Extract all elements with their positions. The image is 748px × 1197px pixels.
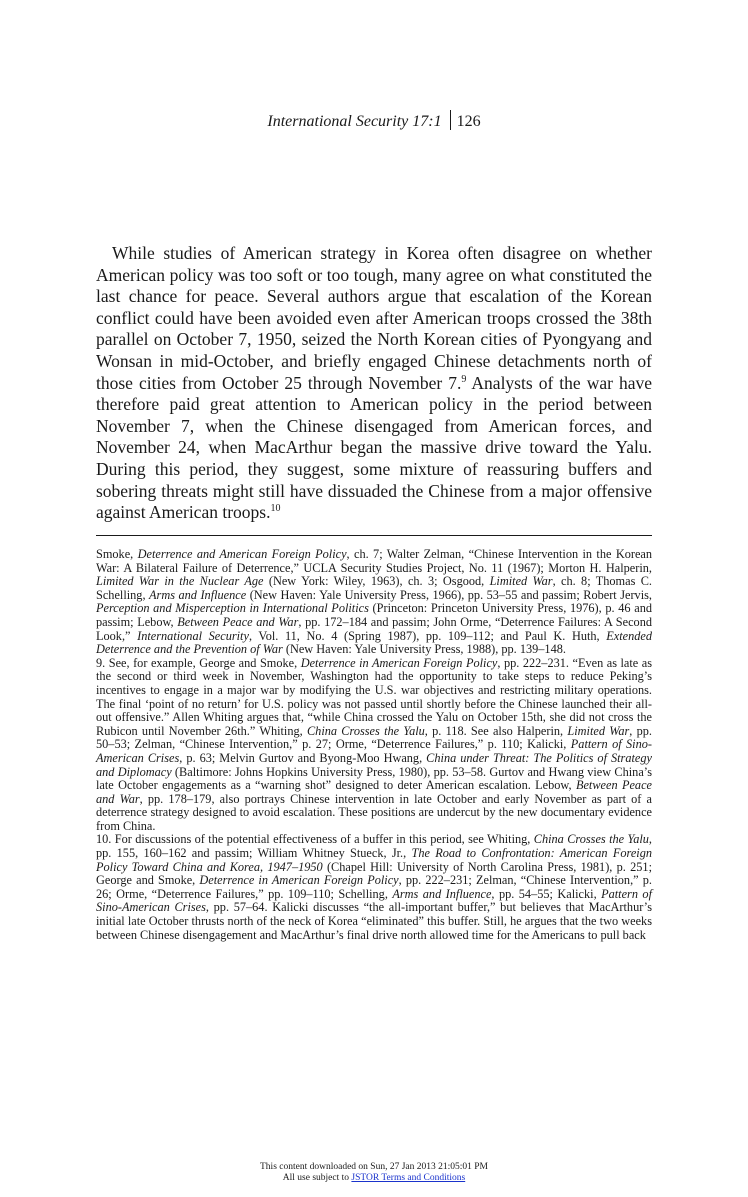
fn-text: , ch. 8; Thomas C. Schelling, [96,574,652,602]
fn-text: , pp. 178–179, also portrays Chinese intervention in late October and early November as part of a deterrence strategy designed to avoid escalation. These positions are undercut by the new documentary evidence from China. [96,791,652,833]
fn-text: , pp. 222–231; Zelman, “Chinese Intervention,” p. 26; Orme, “Deterrence Failures,” pp. 109–110; Schelling, [96,873,652,901]
paragraph-text-part1: While studies of American strategy in Korea often disagree on whether American policy was too soft or too tough, many agree on what constituted the last chance for peace. Several authors argue that escalation of the Korean conflict could have been avoided even after American troops crossed the 38th parallel on October 7, 1950, seized the North Korean cities of Pyongyang and Wonsan in mid-October, and briefly engaged Chinese detachments north of those cities from October 25 through November 7. [96,243,652,393]
download-footer [0,1162,748,1184]
fn-text: , pp. 57–64. Kalicki discusses “the all-important buffer,” but believes that MacArthur’s initial late October thrusts north of the neck of Korea “eliminated” this buffer. Still, he argues that the two weeks between Chinese disengagement and MacArthur’s final drive north allowed time for the Americans to pull back [96,900,652,942]
footnote-9 [96,657,652,834]
fn-title: China Crosses the Yalu [306,723,425,738]
fn-text: 10. For discussions of the potential effectiveness of a buffer in this period, see Whiting, [96,832,534,847]
fn-text: , Vol. 11, No. 4 (Spring 1987), pp. 109–112; and Paul K. Huth, [248,628,607,643]
footnote-ref-10[interactable]: 10 [270,503,281,515]
fn-text: , pp. 50–53; Zelman, “Chinese Intervention,” p. 27; Orme, “Deterrence Failures,” p. 110; Kalicki, [96,723,652,752]
fn-text: (Princeton: Princeton University Press, 1976), p. 46 and passim; Lebow, [96,601,652,629]
terms-prefix: All use subject to [282,1173,352,1183]
running-header [0,110,748,131]
journal-title: International Security 17:1 [267,113,442,130]
fn-title: International Security [137,628,249,643]
fn-title: China Crosses the Yalu [533,832,649,847]
fn-text: (Baltimore: Johns Hopkins University Press, 1980), pp. 53–58. Gurtov and Hwang view China’s late October engagements as a “warning shot” designed to deter American escalation. Lebow, [96,764,652,793]
fn-title: Perception and Misperception in International Politics [96,601,369,616]
fn-text: , pp. 222–231. “Even as late as the second or third week in November, Washington had the opportunity to take steps to reduce Peking’s incentives to engage in a major war by modifying the U.S. war objectives and restricting military operations. The final ‘point of no return’ for U.S. policy was not passed until shortly before the Chinese launched their all-out offensive.” Allen Whiting argues that, “while China crossed the Yalu on October 15th, she did not cross the Rubicon until November 26th.” Whiting, [96,655,653,738]
fn-text: Smoke, [96,547,138,561]
fn-title: Between Peace and War [177,614,299,629]
page-number: 126 [456,113,481,130]
terms-line [0,1173,748,1184]
main-paragraph [96,243,652,524]
fn-title: Limited War [489,574,553,589]
paragraph-text-part2: Analysts of the war have therefore paid great attention to American policy in the period between November 7, when the Chinese disengaged from American forces, and November 24, when MacArthur began the massive drive toward the Yalu. During this period, they suggest, some mixture of reassuring buffers and sobering threats might still have dissuaded the Chinese from a major offensive against American troops. [96,372,652,523]
fn-title: Limited War [567,723,630,738]
fn-title: Pattern of Sino-American Crises [96,737,652,765]
fn-title: China under Threat: The Politics of Strategy and Diplomacy [96,750,652,779]
fn-title: Deterrence in American Foreign Policy [300,655,498,670]
footnote-continuation [96,548,652,657]
fn-text: , pp. 54–55; Kalicki, [491,886,602,901]
footnote-rule [96,535,652,536]
fn-text: (New Haven: Yale University Press, 1966), pp. 53–55 and passim; Robert Jervis, [246,587,652,602]
fn-title: Arms and Influence [149,587,247,602]
header-separator [450,110,451,130]
fn-text: (New York: Wiley, 1963), ch. 3; Osgood, [263,574,490,589]
fn-text: 9. See, for example, George and Smoke, [96,655,301,670]
fn-title: Extended Deterrence and the Prevention of War [96,628,652,657]
fn-title: Limited War in the Nuclear Age [96,574,264,589]
fn-title: Arms and Influence [392,886,492,901]
fn-title: Deterrence and American Foreign Policy [137,547,347,561]
fn-text: , p. 63; Melvin Gurtov and Byong-Moo Hwang, [179,750,427,765]
fn-text: , ch. 7; Walter Zelman, “Chinese Intervention in the Korean War: A Bilateral Failure of Deterrence,” UCLA Security Studies Project, No. 11 (1967); Morton H. Halperin, [96,547,653,575]
fn-title: Deterrence in American Foreign Policy [199,873,399,888]
fn-title: Pattern of Sino-American Crises [96,886,652,915]
fn-text: (Chapel Hill: University of North Carolina Press, 1981), p. 251; George and Smoke, [96,859,652,888]
jstor-terms-link[interactable]: JSTOR Terms and Conditions [351,1173,466,1183]
fn-title: The Road to Confrontation: American Foreign Policy Toward China and Korea, 1947–1950 [96,846,652,874]
footnote-10 [96,833,652,942]
fn-text: (New Haven: Yale University Press, 1988), pp. 139–148. [282,642,566,657]
fn-text: , pp. 172–184 and passim; John Orme, “Deterrence Failures: A Second Look,” [96,614,652,643]
fn-text: , p. 118. See also Halperin, [424,723,568,738]
fn-title: Between Peace and War [96,778,652,806]
fn-text: , pp. 155, 160–162 and passim; William Whitney Stueck, Jr., [96,832,652,861]
download-notice: This content downloaded on Sun, 27 Jan 2013 21:05:01 PM [260,1162,488,1172]
footnote-ref-9[interactable]: 9 [461,373,467,385]
footnotes [96,548,652,942]
